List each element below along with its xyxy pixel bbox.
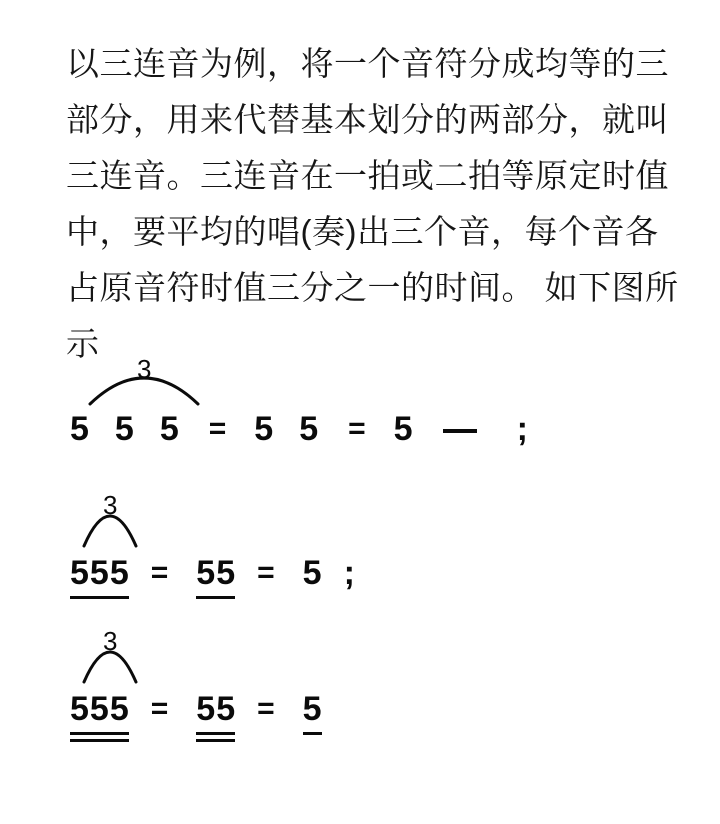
notation-stave-2 (66, 490, 355, 592)
notation-stave-3 (66, 626, 344, 728)
semicolon-terminator: ; (343, 554, 355, 592)
triplet-arc-icon (82, 502, 138, 548)
prose-line-text: 示 (66, 325, 100, 362)
beam-underline (196, 739, 235, 742)
triplet-number: 3 (103, 490, 118, 520)
triplet-number: 3 (137, 354, 152, 384)
triplet-bracket (82, 626, 138, 684)
note-group (254, 412, 318, 446)
prose-line-text: 三连音。三连音在一拍或二拍等原定时值 (66, 157, 669, 194)
note-digit: 5 (89, 690, 109, 728)
equals-sign: = (150, 692, 169, 725)
prose-line-text: 部分，用来代替基本划分的两部分，就叫 (66, 101, 669, 138)
duration-dash (443, 429, 477, 433)
note-digit: 5 (196, 554, 216, 592)
triplet-bracket (82, 490, 138, 548)
beam-underline (303, 732, 322, 735)
beam-underline (196, 596, 235, 599)
note-digit: 5 (254, 410, 274, 448)
note-digit: 5 (70, 554, 89, 592)
note-group (196, 692, 235, 726)
triplet-bracket (88, 354, 200, 406)
note-digit: 5 (114, 410, 134, 448)
note-group (196, 556, 235, 590)
triplet-number: 3 (103, 626, 118, 656)
note-digit: 5 (70, 690, 89, 728)
prose-line-text: 中，要平均的唱(奏)出三个音，每个音各 (66, 213, 659, 250)
note-digit: 5 (89, 554, 109, 592)
note-group (70, 490, 129, 592)
beam-underline (70, 732, 129, 735)
semicolon-terminator: ; (516, 410, 528, 448)
equals-sign: = (208, 412, 227, 445)
note-digit: 5 (109, 690, 129, 728)
note-group (303, 556, 322, 590)
notation-stave-1 (66, 354, 528, 448)
triplet-arc-icon (88, 362, 200, 406)
note-digit: 5 (393, 410, 413, 448)
note-group (70, 626, 129, 728)
note-digit: 5 (196, 690, 216, 728)
note-digit: 5 (159, 410, 179, 448)
triplet-arc-icon (82, 638, 138, 684)
prose-line-text: 以三连音为例，将一个音符分成均等的三 (66, 45, 669, 82)
note-digit: 5 (299, 410, 319, 448)
note-group (303, 692, 322, 726)
note-group (394, 412, 413, 446)
equals-sign: = (257, 556, 275, 589)
note-digit: 5 (216, 690, 236, 728)
note-digit: 5 (302, 554, 322, 592)
note-group (70, 354, 179, 448)
beam-underline (70, 596, 129, 599)
equals-sign: = (150, 556, 169, 589)
equals-sign: = (348, 412, 366, 445)
equals-sign: = (257, 692, 275, 725)
beam-underline (70, 739, 129, 742)
prose-line-text: 占原音符时值三分之一的时间。 如下图所 (66, 269, 679, 306)
note-digit: 5 (216, 554, 236, 592)
note-digit: 5 (109, 554, 129, 592)
note-digit: 5 (302, 690, 322, 728)
beam-underline (196, 732, 235, 735)
note-digit: 5 (70, 410, 89, 448)
